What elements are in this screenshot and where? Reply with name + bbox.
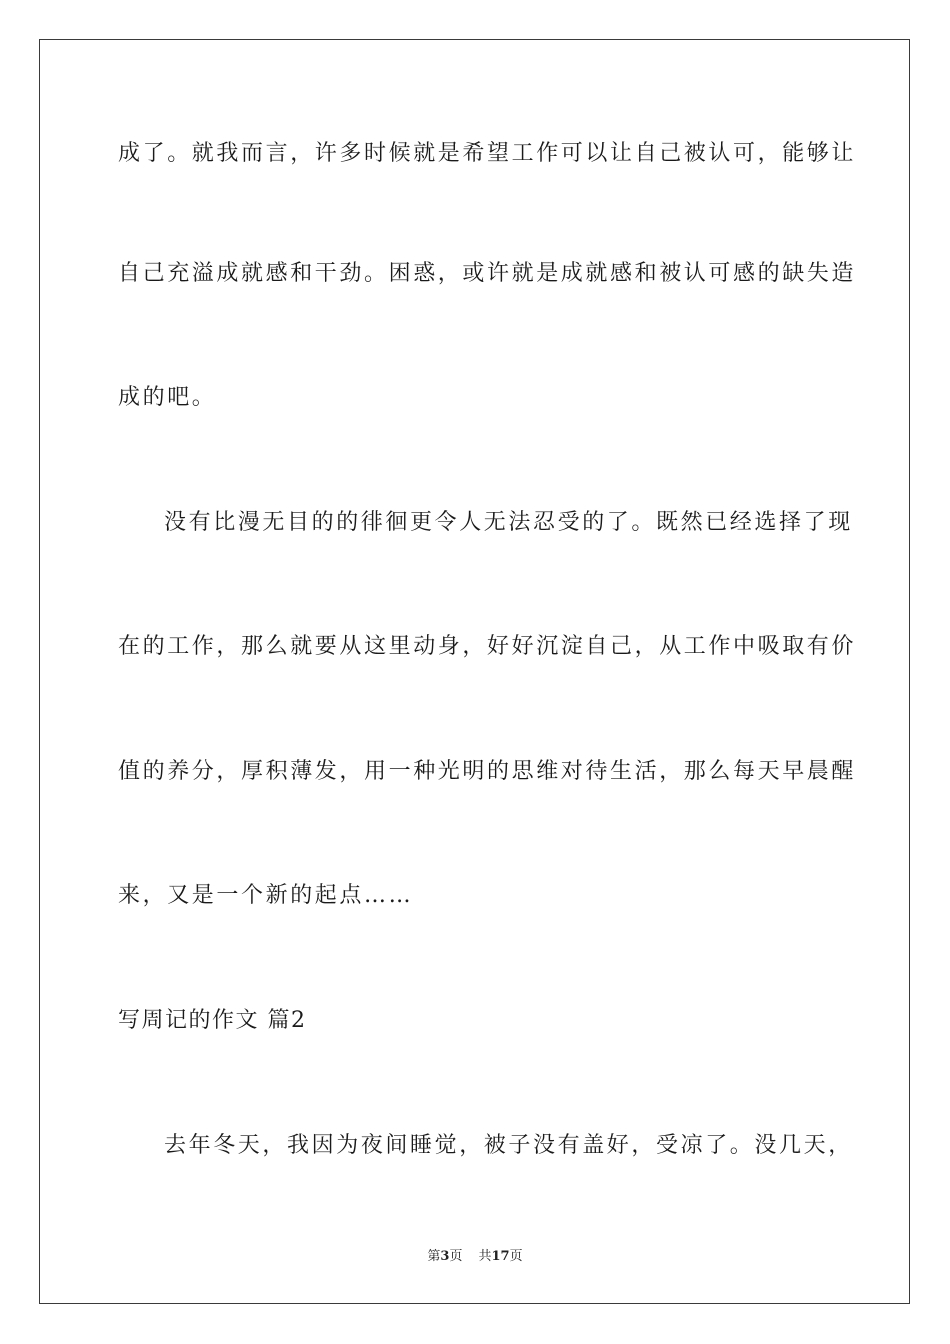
section-heading: 写周记的作文 篇2 — [118, 1008, 307, 1033]
total-prefix: 共 — [478, 1249, 492, 1264]
paragraph-line: 自己充溢成就感和干劲。困惑，或许就是成就感和被认可感的缺失造 — [118, 261, 857, 286]
total-pages-number: 17 — [491, 1249, 510, 1264]
page-suffix: 页 — [449, 1249, 463, 1264]
total-suffix: 页 — [509, 1249, 523, 1264]
paragraph-line: 成的吧。 — [118, 385, 217, 410]
page-prefix: 第 — [427, 1249, 441, 1264]
page-border — [39, 39, 910, 1304]
page-footer — [0, 1248, 950, 1266]
paragraph-line: 去年冬天，我因为夜间睡觉，被子没有盖好，受凉了。没几天， — [164, 1133, 853, 1158]
paragraph-line: 在的工作，那么就要从这里动身，好好沉淀自己，从工作中吸取有价 — [118, 634, 857, 659]
paragraph-line: 没有比漫无目的的徘徊更令人无法忍受的了。既然已经选择了现 — [164, 510, 853, 535]
paragraph-line: 值的养分，厚积薄发，用一种光明的思维对待生活，那么每天早晨醒 — [118, 759, 857, 784]
current-page-number: 3 — [440, 1249, 450, 1264]
paragraph-line: 来，又是一个新的起点…… — [118, 883, 414, 908]
paragraph-line: 成了。就我而言，许多时候就是希望工作可以让自己被认可，能够让 — [118, 141, 857, 166]
